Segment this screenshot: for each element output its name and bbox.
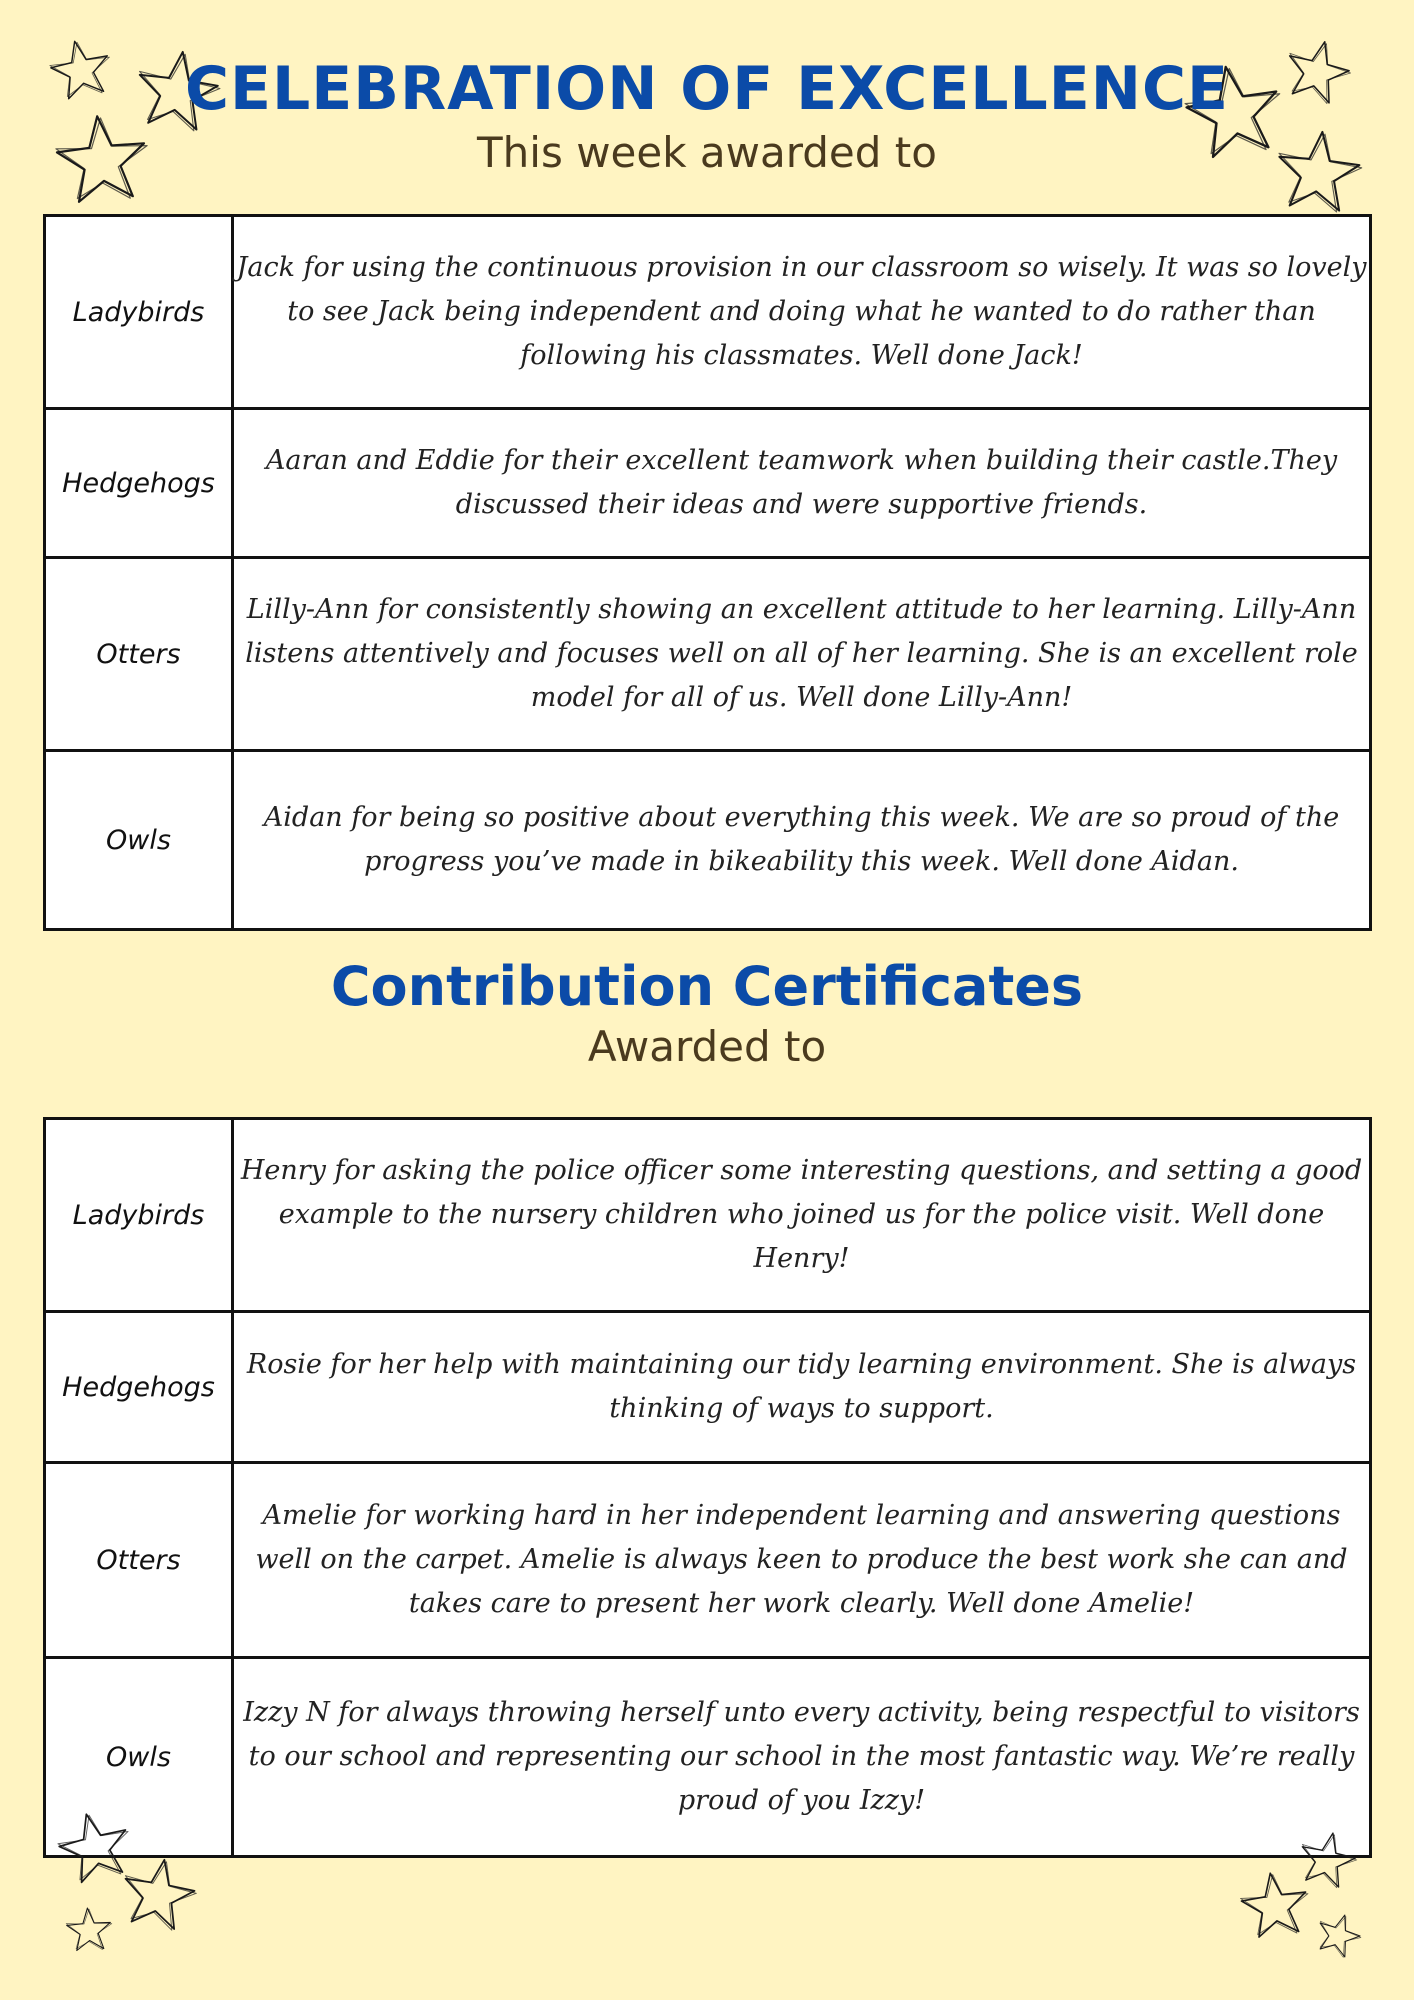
award-description-cell: Aaran and Eddie for their excellent teamwork when building their castle.They discussed their ideas and were supportive friends. [233,409,1371,558]
star-icon [64,1906,114,1956]
group-name-cell: Otters [45,1463,233,1658]
section-subtitle: Awarded to [587,1022,827,1071]
group-name-cell: Otters [45,558,233,751]
group-name-cell: Ladybirds [45,216,233,409]
page-title: CELEBRATION OF EXCELLENCE [184,54,1229,124]
group-name-cell: Hedgehogs [45,409,233,558]
award-description-cell: Amelie for working hard in her independent learning and answering questions well on the carpet. Amelie is always keen to produce the best work she can and takes care to present her work clearly. Well done Amelie! [233,1463,1371,1658]
excellence-table [43,214,1372,931]
award-description-cell: Henry for asking the police officer some interesting questions, and setting a good example to the nursery children who joined us for the police visit. Well done Henry! [233,1119,1371,1312]
table-row [45,1119,1371,1312]
award-description-cell: Aidan for being so positive about everything this week. We are so proud of the progress you’ve made in bikeability this week. Well done Aidan. [233,751,1371,930]
group-name-cell: Owls [45,751,233,930]
table-row [45,1658,1371,1857]
star-icon [1238,1870,1312,1944]
table-row [45,558,1371,751]
star-icon [118,1856,198,1936]
table-row [45,216,1371,409]
contribution-table [43,1117,1372,1858]
table-row [45,409,1371,558]
award-description-cell: Rosie for her help with maintaining our tidy learning environment. She is always thinking of ways to support. [233,1312,1371,1463]
award-description-cell: Izzy N for always throwing herself unto every activity, being respectful to visitors to our school and representing our school in the most fantastic way. We’re really proud of you Izzy! [233,1658,1371,1857]
table-row [45,1463,1371,1658]
table-row [45,751,1371,930]
award-description-cell: Jack for using the continuous provision in our classroom so wisely. It was so lovely to see Jack being independent and doing what he wanted to do rather than following his classmates. Well done Jack! [233,216,1371,409]
table-row [45,1312,1371,1463]
star-icon [1314,1912,1362,1960]
group-name-cell: Hedgehogs [45,1312,233,1463]
section-title: Contribution Certificates [330,955,1084,1018]
group-name-cell: Ladybirds [45,1119,233,1312]
group-name-cell: Owls [45,1658,233,1857]
page-subtitle: This week awarded to [477,128,937,177]
award-description-cell: Lilly-Ann for consistently showing an excellent attitude to her learning. Lilly-Ann listens attentively and focuses well on all of her learning. She is an excellent role model for all of us. Well done Lilly-Ann! [233,558,1371,751]
